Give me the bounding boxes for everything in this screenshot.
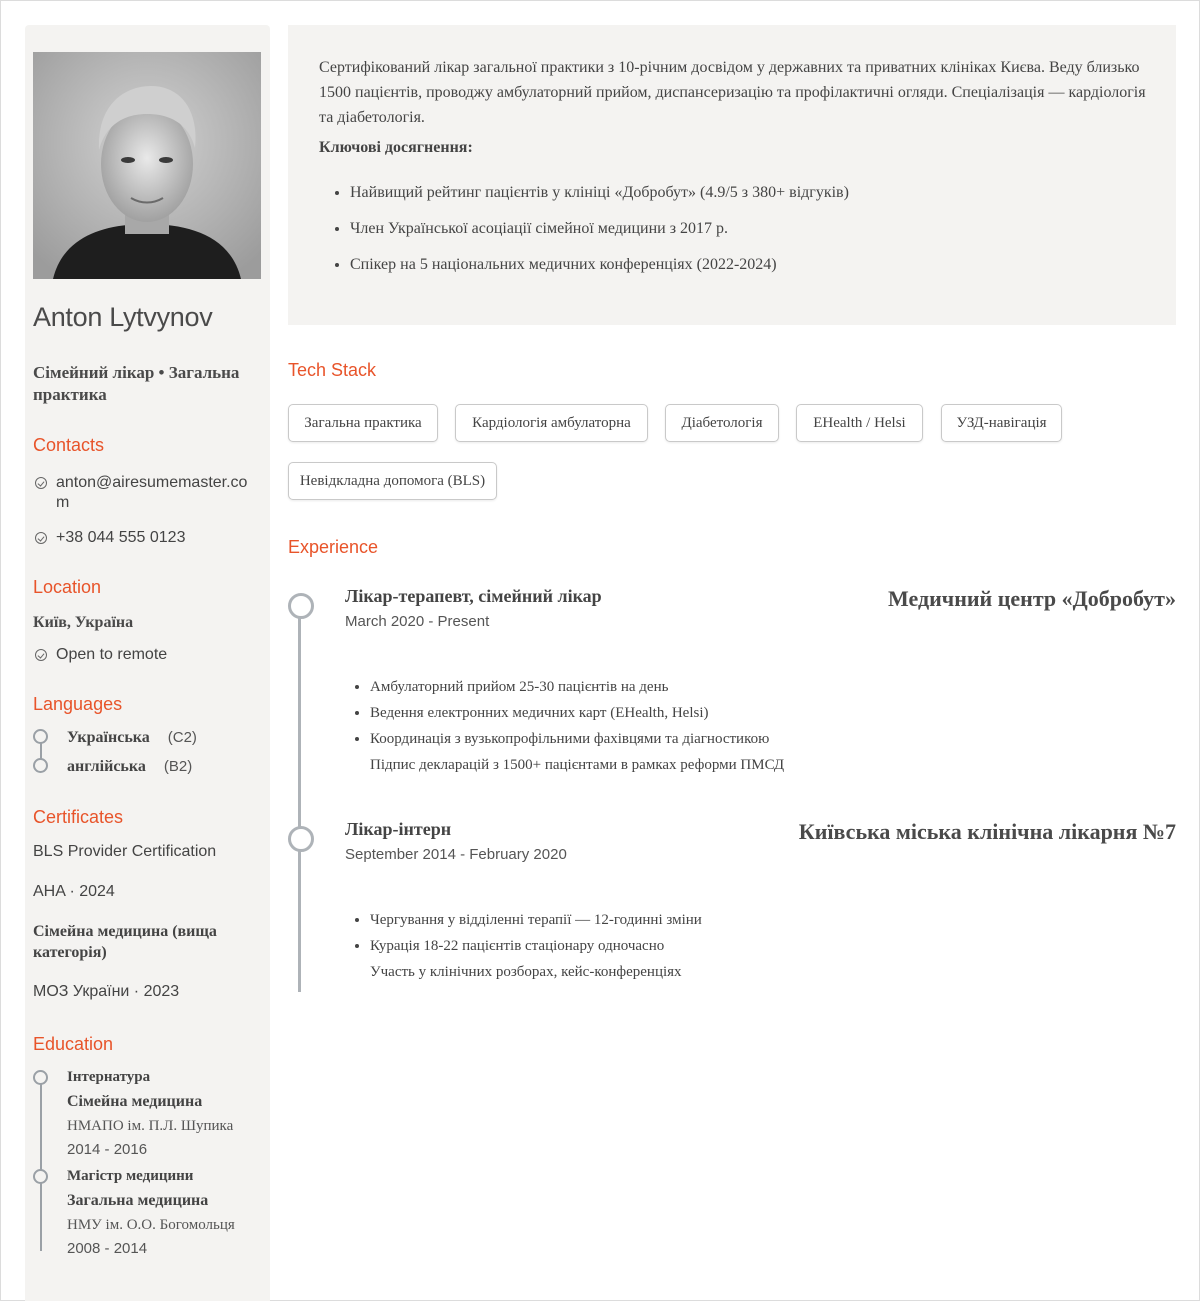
location-city: Київ, Україна xyxy=(33,614,134,631)
skill-tag: Невідкладна допомога (BLS) xyxy=(288,462,497,500)
certificate-meta: МОЗ України · 2023 xyxy=(33,983,180,1000)
timeline-dot xyxy=(33,729,48,744)
profile-photo xyxy=(33,52,261,279)
education-institution: НМУ ім. О.О. Богомольця xyxy=(67,1217,235,1233)
certificate-name: Сімейна медицина (вища категорія) xyxy=(33,923,217,961)
education-institution: НМАПО ім. П.Л. Шупика xyxy=(67,1118,234,1134)
education-heading: Education xyxy=(33,1034,114,1054)
education-item xyxy=(67,1069,267,1158)
location-heading: Location xyxy=(33,577,102,597)
email-contact[interactable] xyxy=(33,473,263,513)
education-timeline xyxy=(40,1083,42,1251)
timeline-dot xyxy=(288,593,314,619)
profile-title: Сімейний лікар • Загальна практика xyxy=(33,363,240,404)
phone-text: +38 044 555 0123 xyxy=(56,529,186,546)
education-field: Сімейна медицина xyxy=(67,1093,203,1110)
language-item xyxy=(67,729,197,747)
experience-heading: Experience xyxy=(288,537,379,557)
remote-status xyxy=(33,645,167,665)
timeline-dot xyxy=(288,826,314,852)
email-line-1: anton@airesumemaster.co xyxy=(56,474,248,491)
job-bullets xyxy=(345,677,784,781)
achievements-heading: Ключові досягнення: xyxy=(319,139,473,156)
remote-text: Open to remote xyxy=(56,646,168,663)
language-level: (B2) xyxy=(163,758,193,775)
job-company: Медичний центр «Добробут» xyxy=(888,586,1176,611)
job-title: Лікар-терапевт, сімейний лікар xyxy=(345,586,602,606)
language-name: Українська xyxy=(67,729,150,746)
check-circle-icon xyxy=(35,649,47,661)
achievements-list xyxy=(319,182,1150,290)
certificate-meta: AHA · 2024 xyxy=(33,883,115,900)
education-item xyxy=(67,1168,267,1257)
achievement-item: • Член Української асоціації сімейної медицини з 2017 р. xyxy=(350,218,1150,254)
phone-contact[interactable] xyxy=(33,528,185,548)
job-dates: September 2014 - February 2020 xyxy=(345,846,567,863)
skill-tag: Загальна практика xyxy=(288,404,438,442)
language-level: (C2) xyxy=(167,729,197,746)
education-degree: Магістр медицини xyxy=(67,1168,194,1184)
job-bullet: Участь у клінічних розборах, кейс-конференціях xyxy=(370,964,682,980)
job-bullet: • Координація з вузькопрофільними фахівцями та діагностикою xyxy=(370,729,784,755)
profile-name: Anton Lytvynov xyxy=(33,302,213,332)
timeline-dot xyxy=(33,758,48,773)
job-bullet: • Курація 18-22 пацієнтів стаціонару одночасно xyxy=(370,936,702,962)
job-bullet: • Ведення електронних медичних карт (EHealth, Helsi) xyxy=(370,703,784,729)
skill-tag: Кардіологія амбулаторна xyxy=(455,404,648,442)
education-years: 2008 - 2014 xyxy=(67,1240,148,1257)
language-item xyxy=(67,758,192,776)
timeline-dot xyxy=(33,1070,48,1085)
job-title: Лікар-інтерн xyxy=(345,819,452,839)
tech-stack-heading: Tech Stack xyxy=(288,360,377,380)
job-bullet: • Амбулаторний прийом 25-30 пацієнтів на день xyxy=(370,677,784,703)
languages-heading: Languages xyxy=(33,694,123,714)
skill-tag: EHealth / Helsi xyxy=(796,404,923,442)
check-circle-icon xyxy=(35,532,47,544)
job-bullets xyxy=(345,910,702,988)
contacts-heading: Contacts xyxy=(33,435,105,455)
check-circle-icon xyxy=(35,477,47,489)
skill-tag: Діабетологія xyxy=(665,404,779,442)
education-degree: Інтернатура xyxy=(67,1069,151,1085)
job-bullet: Підпис декларацій з 1500+ пацієнтами в рамках реформи ПМСД xyxy=(370,757,785,773)
education-field: Загальна медицина xyxy=(67,1192,209,1209)
achievement-item: • Найвищий рейтинг пацієнтів у клініці «Добробут» (4.9/5 з 380+ відгуків) xyxy=(350,182,1150,218)
certificates-heading: Certificates xyxy=(33,807,124,827)
skill-tag: УЗД-навігація xyxy=(941,404,1062,442)
language-name: англійська xyxy=(67,758,146,775)
job-bullet: • Чергування у відділенні терапії — 12-годинні зміни xyxy=(370,910,702,936)
experience-timeline xyxy=(298,617,301,992)
timeline-dot xyxy=(33,1169,48,1184)
summary-panel xyxy=(288,25,1176,325)
certificate-name: BLS Provider Certification xyxy=(33,843,217,860)
job-company: Київська міська клінічна лікарня №7 xyxy=(798,819,1176,844)
achievement-item: • Спікер на 5 національних медичних конференціях (2022-2024) xyxy=(350,254,1150,290)
summary-text: Сертифікований лікар загальної практики з 10-річним досвідом у державних та приватних клініках Києва. Веду близько 1500 пацієнтів, проводжу амбулаторний прийом, диспансеризацію та профілактичні огляди. Спеціалізація — кардіологія та діабетологія. xyxy=(319,59,1146,126)
job-dates: March 2020 - Present xyxy=(345,613,490,630)
education-years: 2014 - 2016 xyxy=(67,1141,148,1158)
email-line-2: m xyxy=(56,494,70,511)
